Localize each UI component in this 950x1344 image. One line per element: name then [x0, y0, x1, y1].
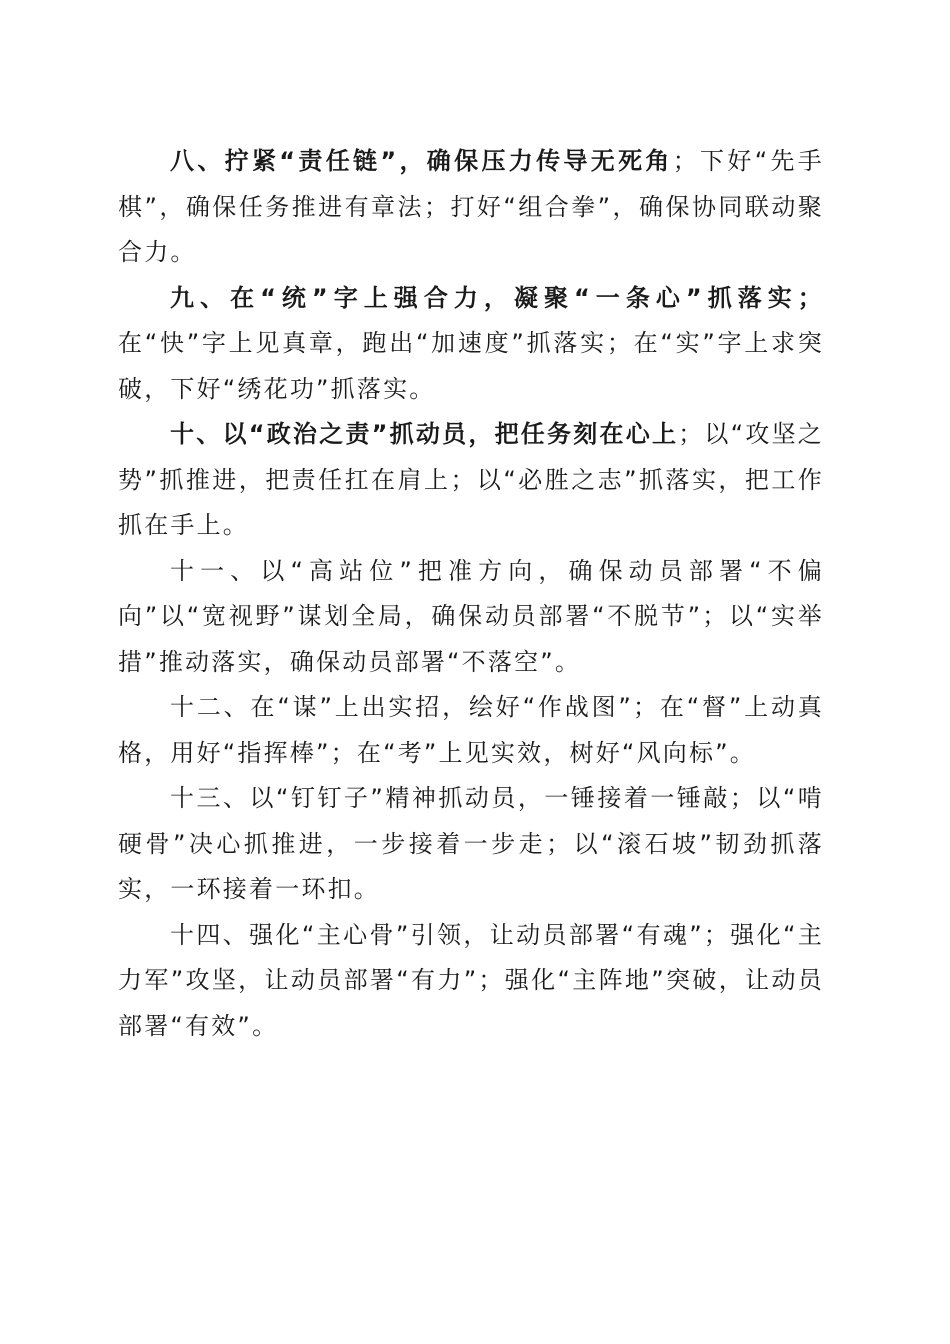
paragraph-12 — [118, 685, 824, 776]
paragraph-12-text: 十二、在“谋”上出实招，绘好“作战图”；在“督”上动真格，用好“指挥棒”；在“考”上见实效，树好“风向标”。 — [118, 693, 824, 767]
paragraph-10-text: ；以“攻坚之势”抓推进，把责任扛在肩上；以“必胜之志”抓落实，把工作抓在手上。 — [118, 420, 824, 539]
paragraph-11-text: 十一、以“高站位”把准方向，确保动员部署“不偏向”以“宽视野”谋划全局，确保动员部署“不脱节”；以“实举措”推动落实，确保动员部署“不落空”。 — [118, 556, 824, 676]
paragraph-9 — [118, 276, 824, 413]
paragraph-8 — [118, 139, 824, 276]
paragraph-13 — [118, 776, 824, 913]
paragraph-9-text: 在“快”字上见真章，跑出“加速度”抓落实；在“实”字上求突破，下好“绣花功”抓落实。 — [118, 329, 824, 403]
paragraph-9-bold-lead: 九、在“统”字上强合力，凝聚“一条心”抓落实； — [170, 283, 824, 312]
paragraph-14-text: 十四、强化“主心骨”引领，让动员部署“有魂”；强化“主力军”攻坚，让动员部署“有力”；强化“主阵地”突破，让动员部署“有效”。 — [118, 920, 824, 1040]
paragraph-10-bold-lead: 十、以“政治之责”抓动员，把任务刻在心上 — [170, 420, 679, 448]
paragraph-11 — [118, 549, 824, 686]
paragraph-8-bold-lead: 八、拧紧“责任链”，确保压力传导无死角 — [170, 147, 673, 175]
paragraph-14 — [118, 913, 824, 1050]
paragraph-8-text: ；下好“先手棋”，确保任务推进有章法；打好“组合拳”，确保协同联动聚合力。 — [118, 147, 824, 266]
document-body — [118, 139, 824, 1049]
paragraph-13-text: 十三、以“钉钉子”精神抓动员，一锤接着一锤敲；以“啃硬骨”决心抓推进，一步接着一步走；以“滚石坡”韧劲抓落实，一环接着一环扣。 — [118, 784, 824, 903]
paragraph-10 — [118, 412, 824, 549]
